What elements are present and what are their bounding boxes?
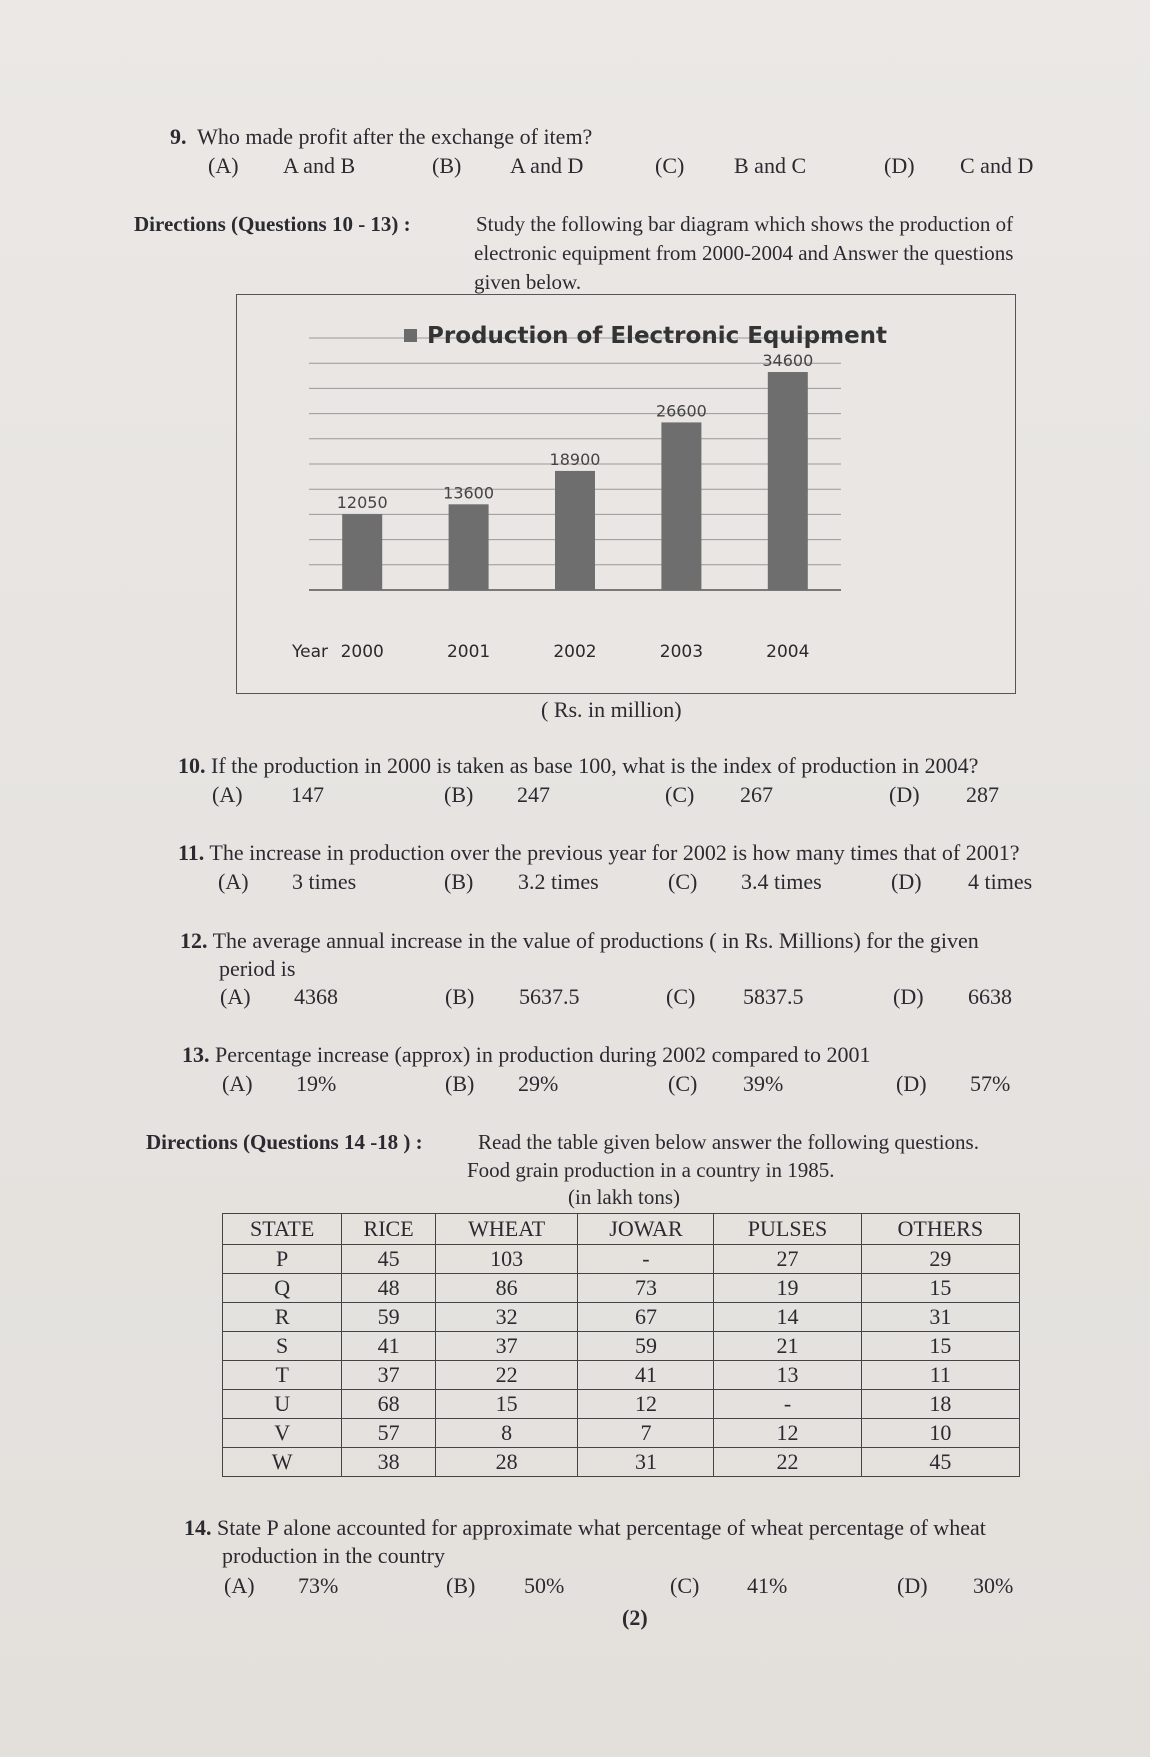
table-cell: 67: [578, 1303, 714, 1332]
state-cell: R: [223, 1303, 342, 1332]
option-c-text: B and C: [734, 153, 807, 178]
table-cell: 45: [342, 1245, 436, 1274]
option-c: (C): [668, 1071, 698, 1096]
table-title: Food grain production in a country in 1985.: [467, 1158, 835, 1182]
option-d: (D): [897, 1573, 928, 1598]
option-b: (B): [445, 1071, 475, 1096]
table-cell: 21: [714, 1332, 861, 1361]
bar-value-label: 34600: [762, 351, 814, 371]
table-unit: (in lakh tons): [568, 1185, 680, 1209]
table-cell: 13: [714, 1361, 861, 1390]
table-cell: 68: [342, 1390, 436, 1419]
option-a: (A): [218, 869, 249, 894]
state-cell: U: [223, 1390, 342, 1419]
bar-2000: [342, 514, 382, 590]
directions-text: Read the table given below answer the following questions.: [478, 1130, 979, 1154]
chart-x-ticks: [341, 642, 810, 662]
table-header-row: [223, 1214, 1020, 1245]
table-row: [223, 1390, 1020, 1419]
bar-2001: [449, 504, 489, 590]
question-9: [170, 124, 592, 150]
option-b-text: 5637.5: [519, 984, 580, 1009]
option-d: (D): [896, 1071, 927, 1096]
table-cell: -: [578, 1245, 714, 1274]
table-cell: 22: [714, 1448, 861, 1477]
option-a: (A): [220, 984, 251, 1009]
option-c-text: 39%: [743, 1071, 784, 1096]
option-d-text: 4 times: [968, 869, 1033, 894]
state-cell: Q: [223, 1274, 342, 1303]
bar-2002: [555, 471, 595, 590]
table-cell: 45: [861, 1448, 1019, 1477]
option-a-text: 3 times: [292, 869, 357, 894]
table-cell: 32: [435, 1303, 578, 1332]
option-a-text: A and B: [283, 153, 356, 178]
table-cell: 12: [714, 1419, 861, 1448]
option-b: (B): [445, 984, 475, 1009]
question-number: 10.: [178, 753, 206, 778]
table-cell: 41: [342, 1332, 436, 1361]
option-b-text: 247: [517, 782, 550, 807]
directions-line-2: electronic equipment from 2000-2004 and Answer the questions: [474, 241, 1014, 265]
x-tick-label: 2001: [446, 642, 491, 662]
table-cell: 15: [861, 1332, 1019, 1361]
bar-value-label: 18900: [549, 449, 601, 469]
state-cell: S: [223, 1332, 342, 1361]
option-d-text: 30%: [973, 1573, 1014, 1598]
option-d-text: 57%: [970, 1071, 1011, 1096]
table-cell: 73: [578, 1274, 714, 1303]
option-b-text: 50%: [524, 1573, 565, 1598]
food-grain-table: [222, 1213, 1020, 1477]
option-c-text: 267: [740, 782, 773, 807]
x-tick-label: 2000: [340, 642, 384, 662]
option-c: (C): [670, 1573, 700, 1598]
bar-value-label: 13600: [443, 483, 495, 503]
table-cell: 15: [435, 1390, 578, 1419]
option-c-text: 3.4 times: [741, 869, 822, 894]
directions-label: Directions (Questions 10 - 13) :: [134, 212, 411, 236]
option-d-text: 6638: [968, 984, 1012, 1009]
state-cell: W: [223, 1448, 342, 1477]
directions-line-3: given below.: [474, 270, 582, 294]
column-header: PULSES: [714, 1214, 861, 1245]
option-b-text: 29%: [518, 1071, 559, 1096]
table-cell: 57: [342, 1419, 436, 1448]
option-a-text: 147: [291, 782, 324, 807]
option-a: (A): [224, 1573, 255, 1598]
option-a-text: 73%: [298, 1573, 339, 1598]
question-text: The average annual increase in the value of productions ( in Rs. Millions) for the given: [212, 928, 979, 953]
question-number: 9.: [170, 124, 187, 149]
column-header: JOWAR: [578, 1214, 714, 1245]
option-c: (C): [668, 869, 698, 894]
x-tick-label: 2003: [659, 642, 704, 662]
option-d: (D): [891, 869, 922, 894]
option-c-text: 5837.5: [743, 984, 804, 1009]
question-text: State P alone accounted for approximate what percentage of wheat percentage of wheat: [217, 1515, 986, 1540]
option-b-text: 3.2 times: [518, 869, 599, 894]
table-cell: 48: [342, 1274, 436, 1303]
option-d: (D): [893, 984, 924, 1009]
bar-2004: [768, 372, 808, 590]
table-cell: 11: [861, 1361, 1019, 1390]
question-11: [178, 840, 1020, 866]
table-cell: 59: [342, 1303, 436, 1332]
option-d-text: 287: [966, 782, 999, 807]
table-cell: 19: [714, 1274, 861, 1303]
table-row: [223, 1245, 1020, 1274]
table-row: [223, 1419, 1020, 1448]
option-a: (A): [212, 782, 243, 807]
table-row: [223, 1274, 1020, 1303]
table-cell: 10: [861, 1419, 1019, 1448]
table-cell: 18: [861, 1390, 1019, 1419]
option-b: (B): [444, 869, 474, 894]
question-text: Percentage increase (approx) in production during 2002 compared to 2001: [215, 1042, 871, 1067]
option-b: (B): [444, 782, 474, 807]
option-d: (D): [884, 153, 915, 178]
table-cell: 38: [342, 1448, 436, 1477]
table-cell: 37: [342, 1361, 436, 1390]
chart-svg: [237, 295, 1015, 693]
option-b: (B): [432, 153, 462, 178]
table-row: [223, 1361, 1020, 1390]
bar-value-label: 26600: [655, 401, 707, 421]
question-text: The increase in production over the previous year for 2002 is how many times that of 2001?: [209, 840, 1020, 865]
column-header: OTHERS: [861, 1214, 1019, 1245]
question-number: 14.: [184, 1515, 212, 1540]
table-cell: 8: [435, 1419, 578, 1448]
x-axis-prefix: Year: [292, 642, 328, 662]
directions-label: Directions (Questions 14 -18 ) :: [146, 1130, 423, 1154]
table-cell: 12: [578, 1390, 714, 1419]
question-10: [178, 753, 978, 779]
table-cell: 7: [578, 1419, 714, 1448]
table-body: [223, 1245, 1020, 1477]
option-a-text: 4368: [294, 984, 338, 1009]
chart-unit-caption: ( Rs. in million): [541, 697, 682, 722]
option-key: (A): [208, 153, 239, 178]
page-number: (2): [622, 1605, 648, 1630]
table-cell: 27: [714, 1245, 861, 1274]
x-tick-label: 2004: [766, 642, 810, 662]
question-text: Who made profit after the exchange of item?: [197, 124, 593, 149]
chart-bars: [342, 372, 808, 590]
column-header: WHEAT: [435, 1214, 578, 1245]
question-text: If the production in 2000 is taken as base 100, what is the index of production in 2004?: [211, 753, 979, 778]
bar-chart: [236, 294, 1016, 694]
table-cell: 22: [435, 1361, 578, 1390]
table-row: [223, 1448, 1020, 1477]
option-a-text: 19%: [296, 1071, 337, 1096]
option-c: (C): [666, 984, 696, 1009]
directions-line-1: Study the following bar diagram which shows the production of: [476, 212, 1014, 236]
bar-value-label: 12050: [336, 493, 388, 513]
option-c: (C): [665, 782, 695, 807]
question-14-line-2: production in the country: [222, 1543, 446, 1568]
chart-title: Production of Electronic Equipment: [427, 323, 888, 349]
legend-marker: [404, 329, 417, 342]
question-number: 13.: [182, 1042, 210, 1067]
table-cell: 59: [578, 1332, 714, 1361]
option-c: (C): [655, 153, 685, 178]
bar-2003: [661, 422, 701, 590]
table-row: [223, 1303, 1020, 1332]
option-d: (D): [889, 782, 920, 807]
table-cell: 37: [435, 1332, 578, 1361]
option-d-text: C and D: [960, 153, 1034, 178]
question-12-line-2: period is: [219, 956, 296, 981]
table-cell: 31: [861, 1303, 1019, 1332]
option-b-text: A and D: [510, 153, 584, 178]
table-row: [223, 1332, 1020, 1361]
table-cell: 29: [861, 1245, 1019, 1274]
question-14: [184, 1515, 986, 1541]
table-cell: 103: [435, 1245, 578, 1274]
table-cell: 86: [435, 1274, 578, 1303]
option-c-text: 41%: [747, 1573, 788, 1598]
table-cell: 28: [435, 1448, 578, 1477]
question-12: [180, 928, 979, 954]
table-cell: 41: [578, 1361, 714, 1390]
table-cell: 31: [578, 1448, 714, 1477]
option-a: (A): [222, 1071, 253, 1096]
state-cell: P: [223, 1245, 342, 1274]
question-number: 12.: [180, 928, 208, 953]
question-13: [182, 1042, 871, 1068]
column-header: STATE: [223, 1214, 342, 1245]
state-cell: V: [223, 1419, 342, 1448]
column-header: RICE: [342, 1214, 436, 1245]
table-cell: 15: [861, 1274, 1019, 1303]
option-b: (B): [446, 1573, 476, 1598]
x-tick-label: 2002: [553, 642, 597, 662]
state-cell: T: [223, 1361, 342, 1390]
table-cell: 14: [714, 1303, 861, 1332]
table-cell: -: [714, 1390, 861, 1419]
question-number: 11.: [178, 840, 205, 865]
option-a: [208, 153, 239, 179]
